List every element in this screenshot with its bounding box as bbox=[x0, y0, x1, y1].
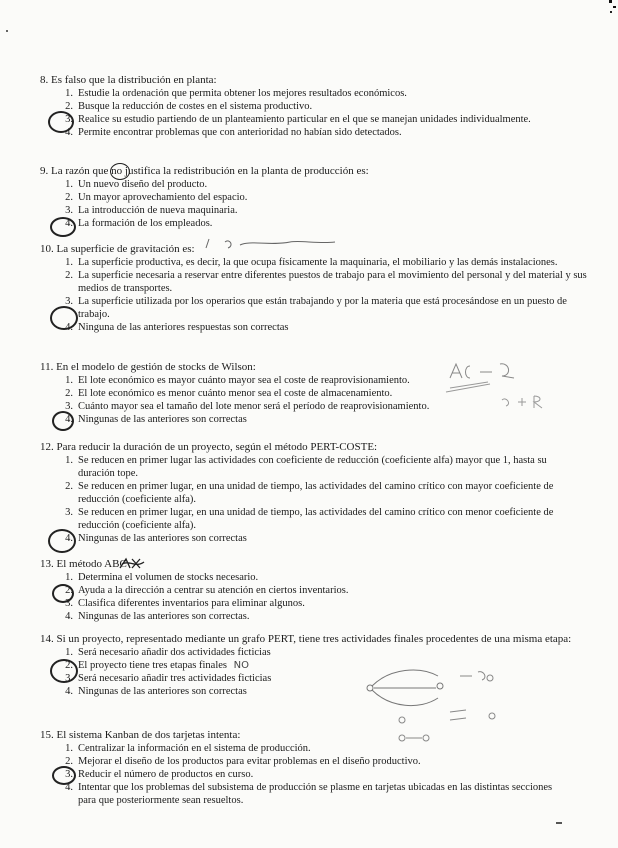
option-number: 4. bbox=[65, 611, 73, 622]
option-number: 1. bbox=[65, 455, 73, 466]
option-text: Ningunas de las anteriores son correctas. bbox=[78, 611, 250, 622]
option-text: Determina el volumen de stocks necesario. bbox=[78, 572, 259, 583]
question-title: 11. En el modelo de gestión de stocks de Wilson: bbox=[40, 361, 256, 373]
question-title: 14. Si un proyecto, representado mediante un grafo PERT, tiene tres actividades finales procedentes de una misma etapa: bbox=[40, 633, 572, 645]
option-2 bbox=[40, 191, 600, 204]
option-text: Mejorar el diseño de los productos para evitar problemas en el diseño productivo. bbox=[78, 756, 421, 767]
option-number: 4. bbox=[65, 127, 73, 138]
option-1 bbox=[40, 454, 600, 480]
scan-speck bbox=[6, 30, 8, 32]
handwritten-scribble bbox=[200, 236, 340, 252]
option-number: 3. bbox=[65, 673, 73, 684]
option-1 bbox=[40, 256, 600, 269]
option-number: 1. bbox=[65, 88, 73, 99]
option-3 bbox=[40, 295, 600, 321]
option-text: La introducción de nueva maquinaria. bbox=[78, 205, 238, 216]
option-text: Ningunas de las anteriores son correctas bbox=[78, 686, 247, 697]
option-number: 1. bbox=[65, 572, 73, 583]
option-4 bbox=[40, 781, 600, 807]
option-number: 2. bbox=[65, 192, 73, 203]
question-title: 8. Es falso que la distribución en planta: bbox=[40, 74, 217, 86]
option-text: El lote económico es mayor cuánto mayor sea el coste de reaprovisionamiento. bbox=[78, 375, 410, 386]
option-number: 4. bbox=[65, 218, 73, 229]
option-number: 2. bbox=[65, 270, 73, 281]
question-8 bbox=[40, 74, 600, 139]
option-1 bbox=[40, 646, 600, 659]
option-text: La formación de los empleados. bbox=[78, 218, 213, 229]
option-3 bbox=[40, 597, 600, 610]
option-text: Permite encontrar problemas que con anterioridad no habían sido detectados. bbox=[78, 127, 402, 138]
option-number: 4. bbox=[65, 686, 73, 697]
answer-circle bbox=[52, 766, 76, 785]
option-text: Busque la reducción de costes en el sistema productivo. bbox=[78, 101, 313, 112]
option-text: Ningunas de las anteriores son correctas bbox=[78, 533, 247, 544]
option-number: 1. bbox=[65, 257, 73, 268]
option-4 bbox=[40, 217, 600, 230]
option-3 bbox=[40, 506, 600, 532]
option-text: Se reducen en primer lugar, en una unidad de tiempo, las actividades del camino crítico con menor coeficiente de reducción (coeficiente alfa). bbox=[78, 507, 554, 531]
question-12 bbox=[40, 441, 600, 545]
handwritten-no: NO bbox=[233, 660, 249, 671]
question-14 bbox=[40, 633, 600, 698]
option-text: Clasifica diferentes inventarios para eliminar algunos. bbox=[78, 598, 305, 609]
option-number: 1. bbox=[65, 743, 73, 754]
scribbled-word bbox=[118, 556, 146, 572]
handwritten-margin-notes bbox=[440, 358, 550, 414]
no-circle bbox=[110, 163, 130, 180]
option-number: 3. bbox=[65, 598, 73, 609]
option-text: Ningunas de las anteriores son correctas bbox=[78, 414, 247, 425]
option-number: 3. bbox=[65, 769, 73, 780]
question-title: 10. La superficie de gravitación es: bbox=[40, 243, 195, 255]
option-number: 2. bbox=[65, 585, 73, 596]
scan-speck bbox=[556, 822, 562, 824]
option-number: 1. bbox=[65, 179, 73, 190]
question-title-text: 13. El método ABC bbox=[40, 558, 127, 570]
option-text: El lote económico es menor cuánto menor sea el coste de almacenamiento. bbox=[78, 388, 393, 399]
option-number: 3. bbox=[65, 401, 73, 412]
answer-circle bbox=[48, 529, 76, 553]
option-1 bbox=[40, 178, 600, 191]
option-3 bbox=[40, 672, 600, 685]
scan-edge-marks bbox=[604, 0, 618, 20]
option-1 bbox=[40, 742, 600, 755]
option-number: 4. bbox=[65, 322, 73, 333]
option-number: 2. bbox=[65, 756, 73, 767]
option-text: Un mayor aprovechamiento del espacio. bbox=[78, 192, 248, 203]
option-number: 4. bbox=[65, 533, 73, 544]
question-title: 12. Para reducir la duración de un proyecto, según el método PERT-COSTE: bbox=[40, 441, 378, 453]
option-text: Centralizar la información en el sistema de producción. bbox=[78, 743, 311, 754]
option-text: Cuánto mayor sea el tamaño del lote menor será el período de reaprovisionamiento. bbox=[78, 401, 430, 412]
option-number: 2. bbox=[65, 481, 73, 492]
option-4 bbox=[40, 685, 600, 698]
option-number: 3. bbox=[65, 205, 73, 216]
question-title bbox=[40, 558, 600, 571]
option-number: 2. bbox=[65, 660, 73, 671]
option-text: Será necesario añadir dos actividades ficticias bbox=[78, 647, 271, 658]
option-number: 2. bbox=[65, 388, 73, 399]
option-text: Se reducen en primer lugar las actividades con coeficiente de reducción (coeficiente alfa) mayor que 1, hasta su duración tope. bbox=[78, 455, 547, 479]
option-number: 2. bbox=[65, 101, 73, 112]
option-2 bbox=[40, 480, 600, 506]
option-number: 4. bbox=[65, 414, 73, 425]
answer-circle bbox=[50, 217, 76, 237]
option-text: Un nuevo diseño del producto. bbox=[78, 179, 208, 190]
option-2 bbox=[40, 100, 600, 113]
option-4 bbox=[40, 413, 600, 426]
option-3 bbox=[40, 768, 600, 781]
option-text: Realice su estudio partiendo de un planteamiento particular en el que se manejan unidades individualmente. bbox=[78, 114, 531, 125]
question-13 bbox=[40, 558, 600, 623]
option-text: Intentar que los problemas del subsistema de producción se plasme en tarjetas ubicadas en las distintas secciones para que posteriormente sean resueltos. bbox=[78, 782, 553, 806]
option-number: 4. bbox=[65, 782, 73, 793]
option-3 bbox=[40, 204, 600, 217]
option-number: 1. bbox=[65, 375, 73, 386]
option-1 bbox=[40, 571, 600, 584]
question-title: 9. La razón que no justifica la redistribución en la planta de producción es: bbox=[40, 165, 369, 177]
option-4 bbox=[40, 126, 600, 139]
option-text: Ninguna de las anteriores respuestas son correctas bbox=[78, 322, 289, 333]
option-text: La superficie productiva, es decir, la que ocupa físicamente la maquinaria, el mobiliario y las demás instalaciones. bbox=[78, 257, 558, 268]
answer-circle bbox=[50, 306, 78, 330]
option-text: Reducir el número de productos en curso. bbox=[78, 769, 254, 780]
question-10 bbox=[40, 243, 600, 334]
option-1 bbox=[40, 87, 600, 100]
option-2 bbox=[40, 584, 600, 597]
question-title: 15. El sistema Kanban de dos tarjetas intenta: bbox=[40, 729, 241, 741]
answer-circle bbox=[52, 584, 74, 603]
option-text: Se reducen en primer lugar, en una unidad de tiempo, las actividades del camino crítico con mayor coeficiente de reducción (coeficiente alfa). bbox=[78, 481, 554, 505]
option-text: El proyecto tiene tres etapas finales bbox=[78, 660, 227, 671]
option-number: 3. bbox=[65, 296, 73, 307]
answer-circle bbox=[48, 111, 74, 133]
option-2 bbox=[40, 659, 600, 672]
option-text: Será necesario añadir tres actividades ficticias bbox=[78, 673, 272, 684]
option-4 bbox=[40, 532, 600, 545]
option-text: Estudie la ordenación que permita obtener los mejores resultados económicos. bbox=[78, 88, 407, 99]
answer-circle bbox=[52, 411, 74, 431]
option-number: 1. bbox=[65, 647, 73, 658]
answer-circle bbox=[50, 659, 78, 683]
option-text: Ayuda a la dirección a centrar su atención en ciertos inventarios. bbox=[78, 585, 349, 596]
option-number: 3. bbox=[65, 114, 73, 125]
option-number: 3. bbox=[65, 507, 73, 518]
option-3 bbox=[40, 113, 600, 126]
option-text: La superficie necesaria a reservar entre diferentes puestos de trabajo para el movimiento del personal y del material y sus medios de transportes. bbox=[78, 270, 587, 294]
option-4 bbox=[40, 321, 600, 334]
question-15 bbox=[40, 729, 600, 807]
option-4 bbox=[40, 610, 600, 623]
option-2 bbox=[40, 269, 600, 295]
option-2 bbox=[40, 755, 600, 768]
option-text: La superficie utilizada por los operarios que están trabajando y por la materia que está procesándose en un puesto de trabajo. bbox=[78, 296, 567, 320]
